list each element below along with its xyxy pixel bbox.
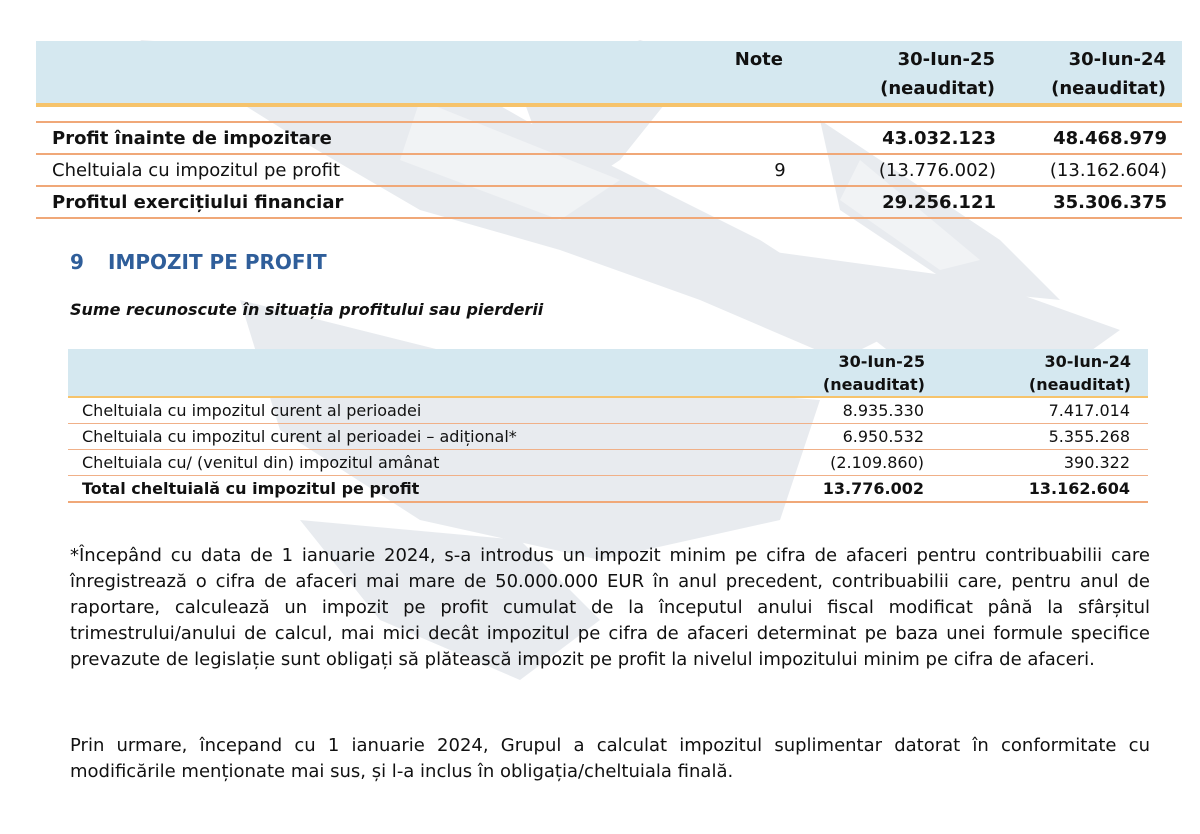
section-title: IMPOZIT PE PROFIT [108,250,327,274]
row-label: Profitul exercițiului financiar [52,192,344,213]
section-number: 9 [70,250,84,274]
table-row [36,187,1182,219]
row-value-2025: 13.776.002 [822,479,924,498]
row-label: Cheltuiala cu impozitul curent al perioadei – adițional* [82,427,517,446]
table-row [36,123,1182,155]
row-label: Total cheltuială cu impozitul pe profit [82,479,420,498]
column-header-2024: 30-Iun-24 (neauditat) [1051,49,1166,99]
header-spacer [36,107,1182,123]
row-label: Cheltuiala cu/ (venitul din) impozitul amânat [82,453,440,472]
row-value-2025: 8.935.330 [842,401,924,420]
row-label: Cheltuiala cu impozitul curent al perioadei [82,401,422,420]
row-value-2025: (2.109.860) [830,453,924,472]
row-value-2025: (13.776.002) [878,160,996,181]
income-tax-table [68,349,1148,503]
table-total-row [68,476,1148,503]
row-value-2024: 13.162.604 [1028,479,1130,498]
income-summary-table [36,41,1182,219]
note-column-header: Note [734,49,783,70]
row-value-2024: 48.468.979 [1053,128,1167,149]
row-value-2024: (13.162.604) [1049,160,1167,181]
row-label: Cheltuiala cu impozitul pe profit [52,160,340,181]
table-header [36,41,1182,107]
column-header-2025: 30-Iun-25 (neauditat) [822,352,925,394]
table-header [68,349,1148,398]
column-header-2025: 30-Iun-25 (neauditat) [880,49,995,99]
section-heading [70,250,327,274]
footnote-paragraph: *Începând cu data de 1 ianuarie 2024, s-a introdus un impozit minim pe cifra de afaceri pentru contribuabilii care înregistrează o cifra de afaceri mai mare de 50.000.000 EUR în anul precedent, contribuabilii care, pentru anul de raportare, calculează un impozit pe profit cumulat de la începutul anului fiscal modificat până la sfârșitul trimestrului/anului de calcul, mai mici decât impozitul pe cifra de afaceri determinat pe baza unei formule specifice prevazute de legislație sunt obligați să plătească impozit pe profit la nivelul impozitului minim pe cifra de afaceri. [70,545,1150,670]
row-value-2024: 5.355.268 [1048,427,1130,446]
row-label: Profit înainte de impozitare [52,128,332,149]
section-subtitle: Sume recunoscute în situația profitului sau pierderii [70,300,544,319]
row-value-2025: 43.032.123 [882,128,996,149]
conclusion-paragraph: Prin urmare, începand cu 1 ianuarie 2024, Grupul a calculat impozitul suplimentar datorat în conformitate cu modificările menționate mai sus, și l-a inclus în obligația/cheltuiala finală. [70,735,1150,782]
table-row [68,424,1148,450]
row-value-2024: 390.322 [1063,453,1130,472]
table-row [68,450,1148,476]
row-note: 9 [774,160,786,181]
table-row [68,398,1148,424]
row-value-2024: 35.306.375 [1053,192,1167,213]
table-row [36,155,1182,187]
row-value-2025: 6.950.532 [842,427,924,446]
row-value-2024: 7.417.014 [1048,401,1130,420]
row-value-2025: 29.256.121 [882,192,996,213]
column-header-2024: 30-Iun-24 (neauditat) [1028,352,1131,394]
